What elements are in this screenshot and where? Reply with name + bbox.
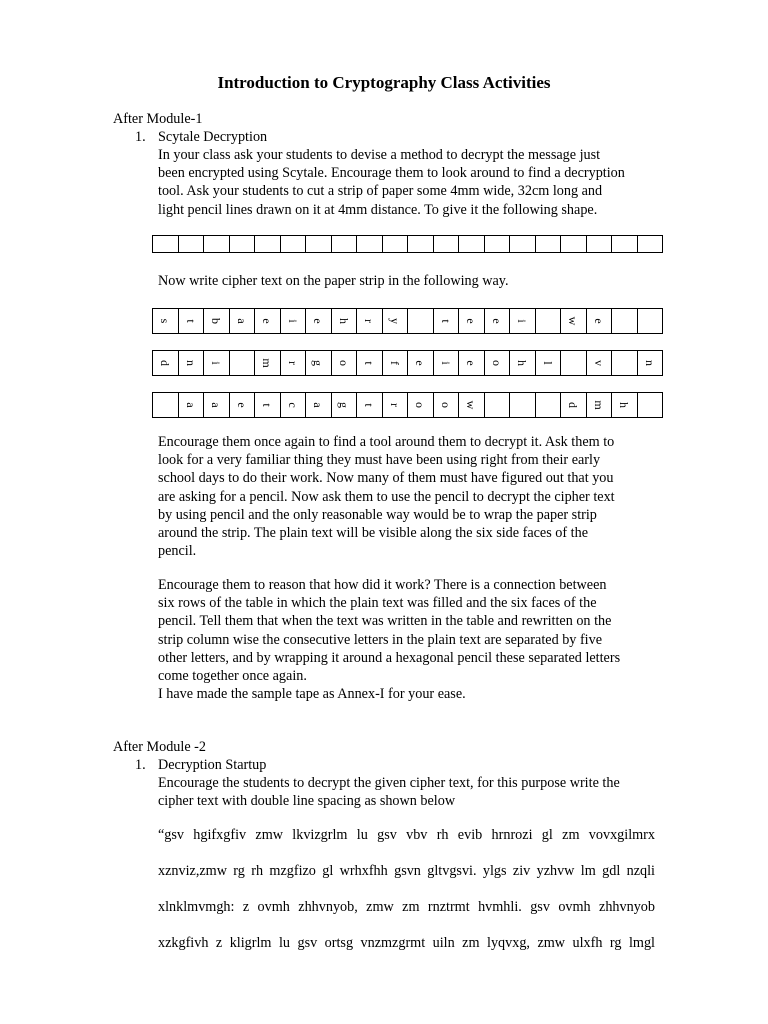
strip-cell bbox=[255, 309, 281, 333]
strip-cell bbox=[230, 351, 256, 375]
strip-cell bbox=[612, 236, 638, 252]
strip-cell bbox=[306, 351, 332, 375]
strip-letter: l bbox=[540, 361, 555, 365]
strip-cell bbox=[255, 351, 281, 375]
strip-cell bbox=[536, 351, 562, 375]
text-line: by using pencil and the only reasonable way would be to wrap the paper strip bbox=[158, 506, 597, 523]
strip-cell bbox=[281, 236, 307, 252]
annex-note: I have made the sample tape as Annex-I for your ease. bbox=[158, 686, 466, 702]
module2-item-number: 1. bbox=[135, 757, 146, 773]
module1-item-title: Scytale Decryption bbox=[158, 129, 268, 145]
strip-cell bbox=[561, 351, 587, 375]
strip-letter: f bbox=[387, 361, 402, 365]
text-line: look for a very familiar thing they must have been using right from their early bbox=[158, 452, 601, 469]
strip-letter: m bbox=[260, 358, 275, 368]
strip-cell bbox=[179, 309, 205, 333]
cipher-text-line: xlnklmvmgh: z ovmh zhhvnyob, zmw zm rnztrmt hvmhli. gsv ovmh zhhvnyob bbox=[158, 899, 655, 915]
strip-letter: e bbox=[260, 318, 275, 324]
strip-cell bbox=[510, 393, 536, 417]
strip-cell bbox=[230, 236, 256, 252]
strip-cell bbox=[408, 236, 434, 252]
cipher-strip-2 bbox=[152, 350, 663, 376]
text-line: Encourage the students to decrypt the given cipher text, for this purpose write the bbox=[158, 775, 620, 791]
strip-cell bbox=[383, 393, 409, 417]
strip-cell bbox=[510, 236, 536, 252]
module1-heading: After Module-1 bbox=[113, 111, 203, 127]
strip-letter: i bbox=[515, 319, 530, 323]
strip-cell bbox=[485, 309, 511, 333]
text-line: pencil. Tell them that when the text was written in the table and rewritten on the bbox=[158, 613, 612, 630]
strip-cell bbox=[561, 309, 587, 333]
strip-letter: c bbox=[285, 402, 300, 408]
strip-letter: h bbox=[515, 360, 530, 366]
text-line: pencil. bbox=[158, 543, 197, 560]
strip-letter: r bbox=[362, 319, 377, 323]
strip-letter: h bbox=[336, 318, 351, 324]
strip-letter: d bbox=[566, 402, 581, 408]
strip-cell bbox=[153, 393, 179, 417]
strip-letter: e bbox=[464, 318, 479, 324]
strip-cell bbox=[459, 309, 485, 333]
text-line: Encourage them to reason that how did it work? There is a connection between bbox=[158, 577, 607, 593]
strip-cell bbox=[459, 236, 485, 252]
strip-letter: g bbox=[311, 360, 326, 366]
strip-cell bbox=[638, 236, 663, 252]
strip-cell bbox=[459, 393, 485, 417]
strip-cell bbox=[536, 309, 562, 333]
strip-letter: a bbox=[209, 402, 224, 408]
strip-cell bbox=[281, 393, 307, 417]
strip-cell bbox=[434, 351, 460, 375]
strip-cell bbox=[561, 393, 587, 417]
strip-cell bbox=[612, 351, 638, 375]
strip-cell bbox=[153, 236, 179, 252]
text-line: are asking for a pencil. Now ask them to use the pencil to decrypt the cipher text bbox=[158, 488, 615, 505]
module1-item-number: 1. bbox=[135, 129, 146, 145]
strip-cell bbox=[408, 351, 434, 375]
strip-letter: r bbox=[285, 361, 300, 365]
text-line: strip column wise the consecutive letters in the plain text are separated by five bbox=[158, 631, 602, 648]
module2-item-title: Decryption Startup bbox=[158, 757, 267, 773]
text-line: In your class ask your students to devise a method to decrypt the message just bbox=[158, 147, 601, 163]
strip-cell bbox=[281, 309, 307, 333]
strip-letter: i bbox=[209, 361, 224, 365]
text-line: come together once again. bbox=[158, 668, 307, 685]
strip-letter: s bbox=[158, 318, 173, 324]
strip-letter: h bbox=[617, 402, 632, 408]
strip-cell bbox=[179, 393, 205, 417]
strip-cell bbox=[255, 236, 281, 252]
text-line: Encourage them once again to find a tool around them to decrypt it. Ask them to bbox=[158, 434, 615, 450]
strip-letter: t bbox=[183, 319, 198, 323]
strip-letter: t bbox=[362, 403, 377, 407]
module1-intro-paragraph bbox=[158, 146, 655, 219]
text-line: other letters, and by wrapping it around a hexagonal pencil these separated letters bbox=[158, 649, 621, 666]
strip-cell bbox=[357, 351, 383, 375]
strip-letter: g bbox=[336, 402, 351, 408]
strip-cell bbox=[612, 393, 638, 417]
cipher-strip-3 bbox=[152, 392, 663, 418]
strip-cell bbox=[332, 309, 358, 333]
strip-cell bbox=[561, 236, 587, 252]
strip-letter: v bbox=[591, 360, 606, 366]
strip-letter: y bbox=[387, 318, 402, 324]
strip-cell bbox=[153, 351, 179, 375]
strip-letter: w bbox=[566, 316, 581, 326]
strip-letter: o bbox=[413, 402, 428, 408]
strip-cell bbox=[485, 236, 511, 252]
strip-letter: e bbox=[311, 318, 326, 324]
strip-cell bbox=[383, 351, 409, 375]
strip-cell bbox=[408, 309, 434, 333]
strip-letter: o bbox=[489, 360, 504, 366]
strip-letter: e bbox=[591, 318, 606, 324]
strip-letter: w bbox=[464, 400, 479, 410]
strip-cell bbox=[204, 351, 230, 375]
strip-cell bbox=[536, 393, 562, 417]
strip-cell bbox=[612, 309, 638, 333]
strip-cell bbox=[510, 309, 536, 333]
strip-letter: b bbox=[209, 318, 224, 324]
text-line: school days to do their work. Now many of them must have figured out that you bbox=[158, 470, 614, 487]
strip-letter: n bbox=[183, 360, 198, 366]
strip-letter: o bbox=[336, 360, 351, 366]
write-instruction: Now write cipher text on the paper strip in the following way. bbox=[158, 273, 509, 289]
blank-paper-strip bbox=[152, 235, 663, 253]
strip-cell bbox=[179, 236, 205, 252]
text-line: light pencil lines drawn on it at 4mm distance. To give it the following shape. bbox=[158, 201, 598, 218]
strip-cell bbox=[434, 309, 460, 333]
strip-cell bbox=[255, 393, 281, 417]
strip-cell bbox=[332, 351, 358, 375]
strip-letter: n bbox=[642, 360, 657, 366]
strip-cell bbox=[153, 309, 179, 333]
strip-letter: o bbox=[438, 402, 453, 408]
strip-letter: t bbox=[438, 319, 453, 323]
strip-cell bbox=[204, 309, 230, 333]
strip-cell bbox=[587, 309, 613, 333]
strip-cell bbox=[332, 393, 358, 417]
strip-cell bbox=[434, 236, 460, 252]
strip-letter: e bbox=[234, 402, 249, 408]
cipher-text-line: xznviz,zmw rg rh mzgfizo gl wrhxfhh gsvn gltvgsvi. ylgs ziv yzhvw lm gdl nzqli bbox=[158, 863, 655, 879]
text-line: six rows of the table in which the plain text was filled and the six faces of the bbox=[158, 595, 597, 612]
strip-cell bbox=[536, 236, 562, 252]
strip-cell bbox=[408, 393, 434, 417]
strip-letter: m bbox=[591, 400, 606, 410]
strip-letter: e bbox=[413, 360, 428, 366]
strip-cell bbox=[383, 309, 409, 333]
strip-cell bbox=[281, 351, 307, 375]
strip-cell bbox=[638, 393, 663, 417]
strip-cell bbox=[587, 393, 613, 417]
page-title: Introduction to Cryptography Class Activities bbox=[217, 73, 551, 92]
module2-heading: After Module -2 bbox=[113, 739, 206, 755]
strip-letter: e bbox=[464, 360, 479, 366]
strip-letter: r bbox=[387, 403, 402, 407]
module1-reason-paragraph bbox=[158, 576, 655, 685]
strip-cell bbox=[357, 393, 383, 417]
strip-cell bbox=[485, 393, 511, 417]
text-line: around the strip. The plain text will be visible along the six side faces of the bbox=[158, 525, 588, 542]
strip-cell bbox=[179, 351, 205, 375]
strip-cell bbox=[332, 236, 358, 252]
strip-letter: t bbox=[260, 403, 275, 407]
strip-letter: i bbox=[285, 319, 300, 323]
strip-cell bbox=[357, 236, 383, 252]
strip-letter: a bbox=[183, 402, 198, 408]
strip-letter: i bbox=[438, 361, 453, 365]
strip-letter: d bbox=[158, 360, 173, 366]
strip-cell bbox=[306, 309, 332, 333]
strip-cell bbox=[204, 236, 230, 252]
text-line: tool. Ask your students to cut a strip of paper some 4mm wide, 32cm long and bbox=[158, 183, 603, 200]
strip-cell bbox=[306, 236, 332, 252]
cipher-text-line: xzkgfivh z kligrlm lu gsv ortsg vnzmzgrmt uiln zm lyqvxg, zmw ulxfh rg lmgl bbox=[158, 935, 655, 951]
strip-cell bbox=[485, 351, 511, 375]
strip-cell bbox=[638, 351, 663, 375]
strip-cell bbox=[459, 351, 485, 375]
module2-intro-paragraph bbox=[158, 774, 655, 810]
strip-cell bbox=[306, 393, 332, 417]
text-line: cipher text with double line spacing as shown below bbox=[158, 793, 456, 810]
strip-letter: e bbox=[489, 318, 504, 324]
strip-cell bbox=[383, 236, 409, 252]
cipher-strip-1 bbox=[152, 308, 663, 334]
text-line: been encrypted using Scytale. Encourage them to look around to find a decryption bbox=[158, 165, 625, 182]
strip-cell bbox=[510, 351, 536, 375]
strip-letter: a bbox=[311, 402, 326, 408]
strip-cell bbox=[230, 393, 256, 417]
strip-cell bbox=[638, 309, 663, 333]
strip-cell bbox=[434, 393, 460, 417]
cipher-text-line: “gsv hgifxgfiv zmw lkvizgrlm lu gsv vbv rh evib hrnrozi gl zm vovxgilmrx bbox=[158, 827, 655, 843]
strip-letter: t bbox=[362, 361, 377, 365]
strip-cell bbox=[357, 309, 383, 333]
strip-cell bbox=[587, 236, 613, 252]
strip-cell bbox=[204, 393, 230, 417]
strip-cell bbox=[230, 309, 256, 333]
strip-letter: a bbox=[234, 318, 249, 324]
strip-cell bbox=[587, 351, 613, 375]
module1-pencil-paragraph bbox=[158, 433, 655, 560]
